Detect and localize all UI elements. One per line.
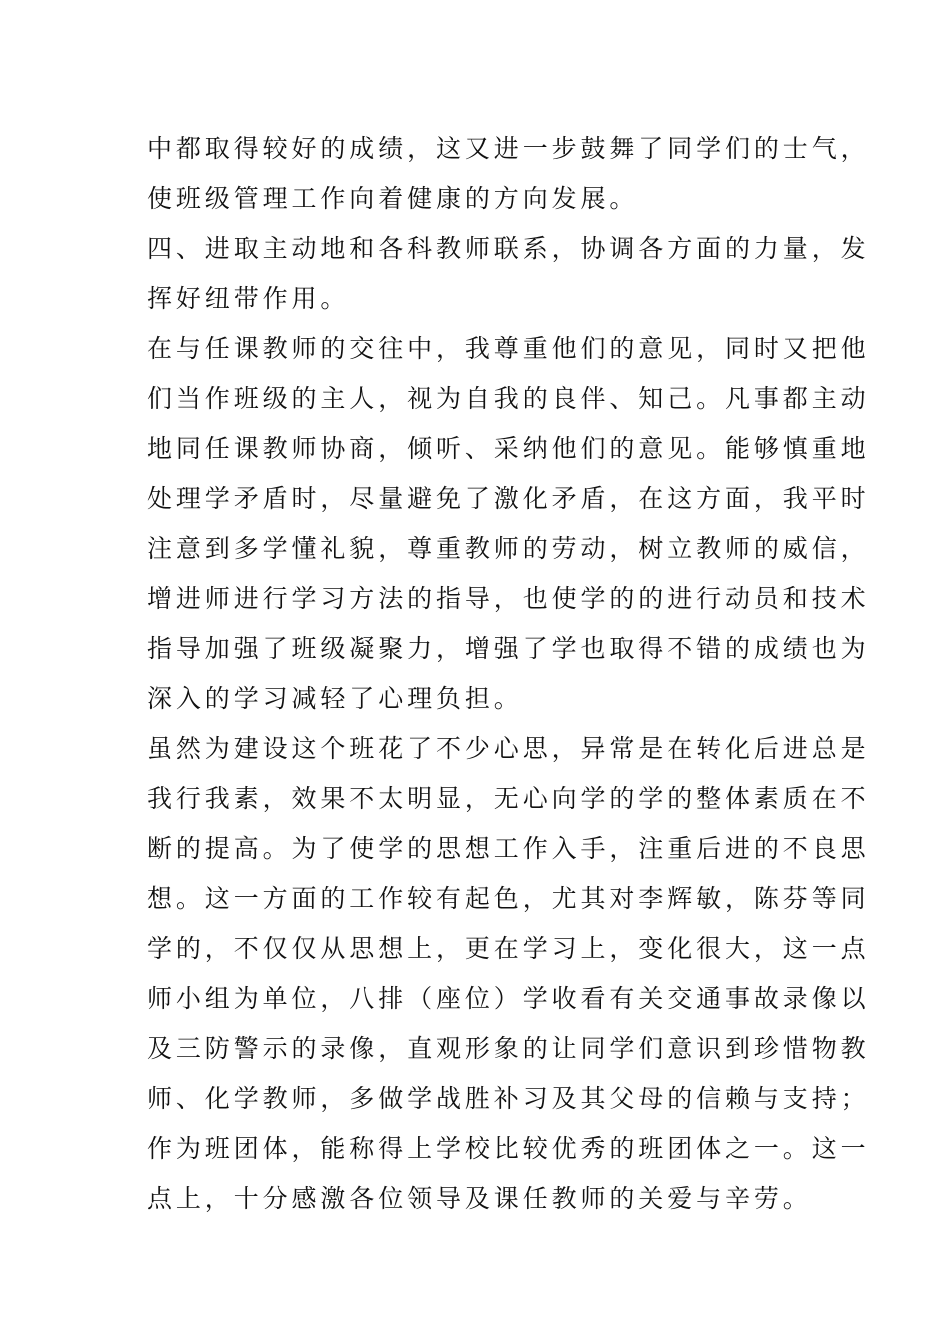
text-line: 师小组为单位，八排（座位）学收看有关交通事故录像以 — [147, 984, 870, 1013]
text-line: 在与任课教师的交往中，我尊重他们的意见，同时又把他 — [147, 334, 870, 363]
text-line: 虽然为建设这个班花了不少心思，异常是在转化后进总是 — [147, 734, 870, 763]
section-heading-line: 四、进取主动地和各科教师联系，协调各方面的力量，发 — [147, 234, 870, 263]
text-line: 地同任课教师协商，倾听、采纳他们的意见。能够慎重地 — [147, 434, 870, 463]
text-line: 断的提高。为了使学的思想工作入手，注重后进的不良思 — [147, 834, 870, 863]
text-line: 想。这一方面的工作较有起色，尤其对李辉敏，陈芬等同 — [147, 884, 870, 913]
text-line: 中都取得较好的成绩，这又进一步鼓舞了同学们的士气， — [147, 134, 870, 163]
text-line: 及三防警示的录像，直观形象的让同学们意识到珍惜物教 — [147, 1034, 870, 1063]
text-line: 深入的学习减轻了心理负担。 — [147, 684, 523, 713]
text-line: 处理学矛盾时，尽量避免了激化矛盾，在这方面，我平时 — [147, 484, 870, 513]
text-line: 作为班团体，能称得上学校比较优秀的班团体之一。这一 — [147, 1134, 870, 1163]
text-line: 增进师进行学习方法的指导，也使学的的进行动员和技术 — [147, 584, 870, 613]
text-line: 点上，十分感激各位领导及课任教师的关爱与辛劳。 — [147, 1184, 812, 1213]
document-text-body — [147, 124, 870, 1224]
text-line: 们当作班级的主人，视为自我的良伴、知己。凡事都主动 — [147, 384, 870, 413]
text-line: 师、化学教师，多做学战胜补习及其父母的信赖与支持； — [147, 1084, 870, 1113]
text-line: 学的，不仅仅从思想上，更在学习上，变化很大，这一点 — [147, 934, 870, 963]
text-line: 指导加强了班级凝聚力，增强了学也取得不错的成绩也为 — [147, 634, 870, 663]
text-line: 使班级管理工作向着健康的方向发展。 — [147, 184, 639, 213]
section-heading-line: 挥好纽带作用。 — [147, 284, 350, 313]
text-line: 注意到多学懂礼貌，尊重教师的劳动，树立教师的威信， — [147, 534, 870, 563]
text-line: 我行我素，效果不太明显，无心向学的学的整体素质在不 — [147, 784, 870, 813]
